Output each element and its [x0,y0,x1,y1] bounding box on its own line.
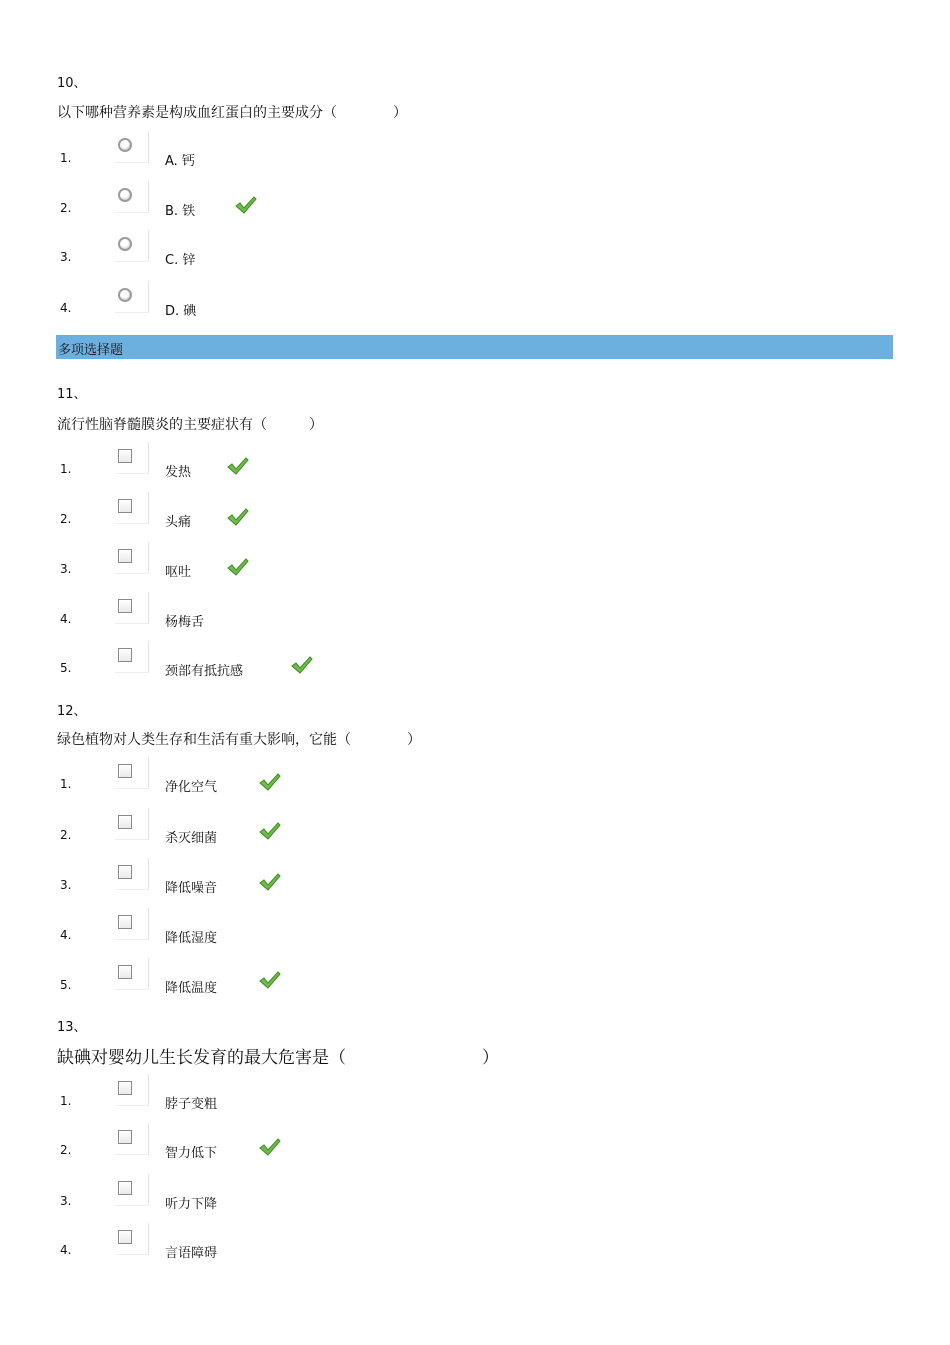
option-checkbox[interactable] [115,908,149,940]
check-icon [259,873,281,891]
option-label: 脖子变粗 [165,1097,218,1112]
option-label: 头痛 [165,515,192,530]
radio-icon [118,138,132,152]
option-number: 4. [60,1243,72,1257]
option-number: 2. [60,512,72,526]
option-label: C. 锌 [165,253,196,268]
option-label: 言语障碍 [165,1246,218,1261]
option-label: 降低温度 [165,981,218,996]
option-number: 1. [60,151,72,165]
checkbox-icon [118,764,132,778]
check-icon [227,508,249,526]
option-checkbox[interactable] [115,1074,149,1106]
checkbox-icon [118,915,132,929]
option-number: 5. [60,661,72,675]
check-icon [291,656,313,674]
option-label: D. 碘 [165,304,197,319]
option-number: 3. [60,562,72,576]
option-label: 颈部有抵抗感 [165,664,244,679]
option-checkbox[interactable] [115,1123,149,1155]
checkbox-icon [118,599,132,613]
option-checkbox[interactable] [115,492,149,524]
option-label: 发热 [165,465,192,480]
question-text: 绿色植物对人类生存和生活有重大影响，它能（ ） [57,732,421,748]
option-number: 1. [60,777,72,791]
radio-icon [118,237,132,251]
question-text: 以下哪种营养素是构成血红蛋白的主要成分（ ） [57,105,407,121]
option-number: 3. [60,1194,72,1208]
section-header [56,335,893,359]
option-number: 4. [60,301,72,315]
option-checkbox[interactable] [115,542,149,574]
check-icon [227,558,249,576]
option-checkbox[interactable] [115,757,149,789]
option-radio[interactable] [115,181,149,213]
option-label: 降低噪音 [165,881,218,896]
option-label: B. 铁 [165,204,196,219]
option-number: 5. [60,978,72,992]
option-checkbox[interactable] [115,1174,149,1206]
radio-icon [118,288,132,302]
check-icon [227,457,249,475]
option-label: 听力下降 [165,1197,218,1212]
option-checkbox[interactable] [115,858,149,890]
question-text: 流行性脑脊髓膜炎的主要症状有（ ） [57,417,323,433]
question-number: 10、 [57,76,87,91]
checkbox-icon [118,1230,132,1244]
option-checkbox[interactable] [115,808,149,840]
option-number: 3. [60,878,72,892]
option-radio[interactable] [115,131,149,163]
option-checkbox[interactable] [115,958,149,990]
option-label: A. 钙 [165,154,195,169]
option-radio[interactable] [115,281,149,313]
option-number: 4. [60,928,72,942]
radio-icon [118,188,132,202]
checkbox-icon [118,1130,132,1144]
question-text: 缺碘对婴幼儿生长发育的最大危害是（ ） [57,1048,499,1068]
option-label: 杀灭细菌 [165,831,218,846]
option-checkbox[interactable] [115,641,149,673]
checkbox-icon [118,965,132,979]
check-icon [259,822,281,840]
option-label: 净化空气 [165,780,218,795]
checkbox-icon [118,549,132,563]
checkbox-icon [118,499,132,513]
checkbox-icon [118,648,132,662]
checkbox-icon [118,449,132,463]
option-number: 2. [60,201,72,215]
option-number: 2. [60,1143,72,1157]
checkbox-icon [118,815,132,829]
checkbox-icon [118,865,132,879]
option-label: 降低湿度 [165,931,218,946]
check-icon [259,971,281,989]
option-label: 呕吐 [165,565,192,580]
option-radio[interactable] [115,230,149,262]
check-icon [259,773,281,791]
option-label: 杨梅舌 [165,615,205,630]
checkbox-icon [118,1181,132,1195]
option-number: 2. [60,828,72,842]
option-number: 1. [60,1094,72,1108]
section-title: 多项选择题 [58,343,124,358]
option-number: 3. [60,250,72,264]
option-checkbox[interactable] [115,592,149,624]
option-number: 4. [60,612,72,626]
option-number: 1. [60,462,72,476]
check-icon [259,1138,281,1156]
option-label: 智力低下 [165,1146,218,1161]
question-number: 11、 [57,387,87,402]
option-checkbox[interactable] [115,442,149,474]
check-icon [235,196,257,214]
question-number: 13、 [57,1020,87,1035]
question-number: 12、 [57,704,87,719]
option-checkbox[interactable] [115,1223,149,1255]
checkbox-icon [118,1081,132,1095]
